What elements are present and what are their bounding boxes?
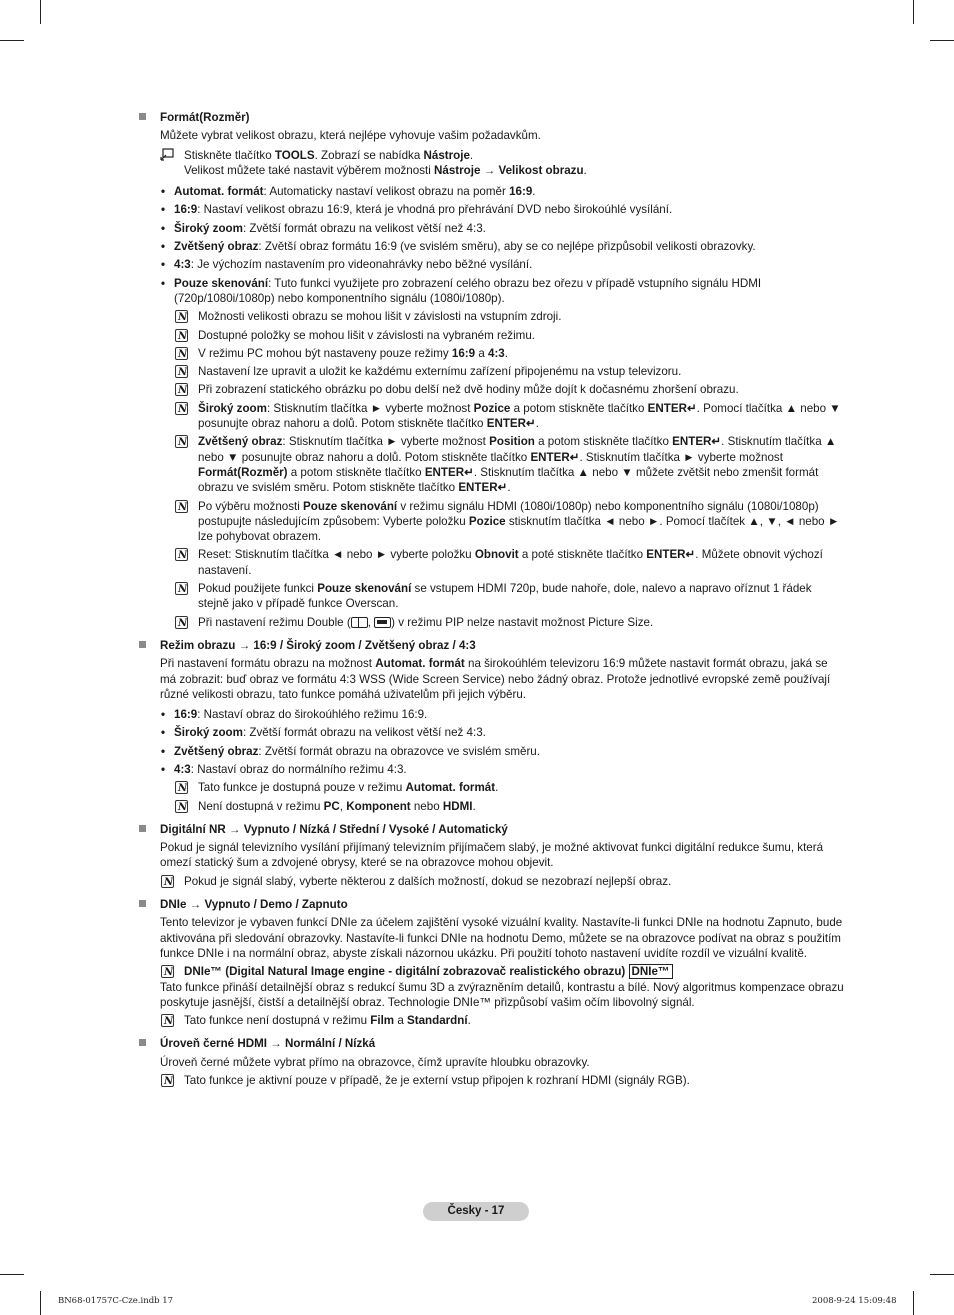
text: . Můžete obnovit výchozí nastavení.	[198, 548, 823, 577]
list-item: • Pouze skenování: Tuto funkci využijete pro zobrazení celého obrazu bez ořezu v případě vstupního signálu HDMI (720p/1080i/1080p) nebo komponentního signálu (1080i/1080p).	[161, 276, 762, 305]
section-title: Digitální NR → Vypnuto / Nízká / Střední / Vysoké / Automatický	[160, 822, 508, 836]
text: : Zvětší formát obrazu na velikost větší než 4:3.	[242, 221, 486, 235]
text: . Stisknutím tlačítka ▲ nebo ▼ můžete zvětšit nebo zmenšit formát obrazu ve svislém směru. Potom stiskněte tlačítko	[198, 465, 819, 495]
note-icon	[175, 365, 188, 378]
note	[174, 581, 844, 612]
list-item: • 16:9: Nastaví velikost obrazu 16:9, která je vhodná pro přehrávání DVD nebo širokoúhlé vysílání.	[161, 203, 673, 217]
note	[174, 499, 844, 545]
text: : Stisknutím tlačítka ► vyberte možnost	[266, 401, 474, 415]
text-bold: DNIe™ (Digital Natural Image engine - digitální zobrazovač realistického obrazu)	[184, 965, 629, 979]
note	[160, 964, 844, 979]
text-bold: 4:3	[488, 346, 505, 360]
text: na širokoúhlém televizoru 16:9 můžete nastavit formát obrazu, jaká se má zobrazit: buď obraz ve formátu 4:3 WSS (Wide Screen Service) nebo žádný obraz. Protože jednotlivé evropské země používají různé velikosti obrazu, tato funkce pomáhá uživatelům při jejich výběru.	[160, 657, 831, 701]
square-bullet-icon	[139, 825, 146, 832]
text: V režimu PC mohou být nastaveny pouze režimy	[198, 346, 452, 360]
text: Velikost můžete také nastavit výběrem možnosti	[184, 163, 435, 177]
term: 16:9	[174, 203, 198, 217]
text: Nastavení lze upravit a uložit ke každému externímu zařízení připojenému na vstup televizoru.	[198, 365, 682, 379]
footer-timestamp: 2008-9-24 15:09:48	[812, 1296, 897, 1306]
text-bold: Pouze skenování	[303, 499, 398, 513]
crop-mark	[40, 1291, 41, 1315]
text: .	[583, 163, 587, 177]
text: .	[504, 346, 508, 360]
note	[174, 401, 844, 432]
list-item: • Automat. formát: Automaticky nastaví velikost obrazu na poměr 16:9.	[161, 185, 536, 199]
note-icon	[175, 582, 188, 595]
note	[174, 328, 844, 343]
section-format	[138, 110, 844, 630]
text: : Zvětší formát obrazu na velikost větší než 4:3.	[242, 726, 486, 740]
section-title: Formát(Rozměr)	[160, 111, 250, 124]
note	[160, 1073, 844, 1088]
text-bold: HDMI	[442, 799, 473, 813]
text: : Zvětší formát obrazu na obrazovce ve svislém směru.	[258, 744, 540, 758]
section-intro: Můžete vybrat velikost obrazu, která nejlépe vyhovuje vašim požadavkům.	[160, 129, 541, 143]
note	[174, 382, 844, 397]
text-bold: Pozice	[468, 514, 506, 528]
square-bullet-icon	[139, 641, 146, 648]
text: . Pomocí tlačítka ▲ nebo ▼ posunujte obraz nahoru a dolů. Potom stiskněte tlačítko	[198, 401, 841, 431]
dnie-logo: DNIe™	[629, 964, 673, 979]
text: .	[507, 481, 511, 495]
section-title: DNIe → Vypnuto / Demo / Zapnuto	[160, 898, 348, 912]
text-bold: 16:9	[451, 346, 476, 360]
text: .	[532, 185, 536, 199]
term: Pouze skenování	[174, 276, 269, 290]
note-icon	[175, 435, 188, 448]
list-item: • 4:3: Nastaví obraz do normálního režimu 4:3.	[161, 762, 407, 776]
text: .	[535, 417, 539, 431]
text: : Tuto funkci využijete pro zobrazení celého obrazu bez ořezu v případě vstupního signálu HDMI (720p/1080i/1080p) nebo komponentního signálu (1080i/1080p).	[174, 276, 762, 305]
text: .	[472, 799, 476, 813]
term: Široký zoom	[174, 726, 243, 740]
crop-mark	[0, 1274, 24, 1275]
note	[160, 874, 844, 889]
text: Tato funkce je dostupná pouze v režimu	[198, 781, 406, 795]
text: .	[467, 1014, 471, 1028]
note-icon	[175, 500, 188, 513]
text-bold: Standardní	[407, 1014, 468, 1028]
note-icon	[175, 548, 188, 561]
text-bold: Velikost obrazu	[498, 163, 584, 177]
text-bold: Automat. formát	[375, 657, 465, 671]
section-intro: Tento televizor je vybaven funkcí DNIe za účelem zajištění vysoké vizuální kvality. Nastavíte-li funkci DNIe na hodnotu Zapnuto, bude aktivována při sledování obrazovky. Nastavíte-li funkci DNIe na hodnotu Demo, můžete se na obrazovce podívat na obraz s použitím funkce DNIe i na normální obraz, abyste získali názornou ukázku. Při použití tohoto nastavení uvidíte rozdíl ve vizuální kvalitě.	[160, 916, 843, 960]
text: ) v režimu PIP nelze nastavit možnost Picture Size.	[391, 615, 654, 629]
crop-mark	[0, 40, 24, 41]
note-icon	[161, 1014, 174, 1027]
term: 16:9	[174, 708, 198, 722]
note-icon	[175, 347, 188, 360]
text-bold: ENTER↵	[486, 417, 536, 431]
note	[174, 547, 844, 578]
crop-mark	[40, 0, 41, 24]
text: nebo	[410, 799, 443, 813]
crop-mark	[913, 1291, 914, 1315]
term: Zvětšený obraz	[174, 240, 259, 254]
text: Není dostupná v režimu	[198, 799, 324, 813]
crop-mark	[930, 40, 954, 41]
text: ,	[339, 799, 347, 813]
note-icon	[175, 383, 188, 396]
text-bold: Film	[370, 1014, 395, 1028]
text: : Je výchozím nastavením pro videonahrávky nebo běžné vysílání.	[190, 258, 533, 272]
note-icon	[161, 1074, 174, 1087]
note	[174, 309, 844, 324]
note-icon	[175, 800, 188, 813]
section-intro	[160, 656, 844, 702]
text: .	[469, 148, 474, 162]
text: : Automaticky nastaví velikost obrazu na poměr	[263, 185, 510, 199]
text-bold: Position	[489, 435, 535, 449]
section-intro: Pokud je signál televizního vysílání přijímaný televizním přijímačem slabý, je možné aktivovat funkci digitální redukce šumu, která omezí statický šum a zdvojené obrysy, které se na obrazovce mohou objevit.	[160, 841, 824, 870]
text: a poté stiskněte tlačítko	[518, 548, 647, 562]
text-bold: Nástroje	[434, 163, 481, 177]
page-number-badge: Česky - 17	[423, 1202, 529, 1221]
crop-mark	[913, 0, 914, 24]
footer-file-info: BN68-01757C-Cze.indb 17	[58, 1296, 174, 1306]
text: . Stisknutím tlačítka ► vyberte možnost	[579, 450, 783, 464]
text-bold: Pouze skenování	[317, 582, 412, 596]
text: : Nastaví obraz do širokoúhlého režimu 16:9.	[197, 708, 428, 722]
text: a potom stiskněte tlačítko	[510, 401, 648, 415]
text: : Nastaví velikost obrazu 16:9, která je vhodná pro přehrávání DVD nebo širokoúhlé vysílání.	[197, 203, 673, 217]
text-bold: Komponent	[346, 799, 411, 813]
text: Pokud je signál slabý, vyberte některou z dalších možností, dokud se nezobrazí nejlepší obraz.	[184, 874, 672, 888]
text: Možnosti velikosti obrazu se mohou lišit v závislosti na vstupním zdroji.	[198, 310, 562, 324]
text-bold: TOOLS	[274, 148, 315, 162]
text: . Zobrazí se nabídka	[314, 148, 424, 162]
note	[174, 346, 844, 361]
text: a potom stiskněte tlačítko	[287, 465, 425, 479]
text: Tato funkce je aktivní pouze v případě, že je externí vstup připojen k rozhraní HDMI (signály RGB).	[184, 1074, 690, 1088]
section-intro: Úroveň černé můžete vybrat přímo na obrazovce, čímž upravíte hloubku obrazovky.	[160, 1055, 590, 1069]
text-bold: ENTER↵	[646, 548, 696, 562]
note-icon	[175, 616, 188, 629]
text: v režimu signálu HDMI (1080i/1080p) nebo komponentního signálu (1080i/1080p) postupujte následujícím způsobem: Vyberte položku	[198, 499, 819, 528]
note	[174, 780, 844, 795]
crop-mark	[930, 1274, 954, 1275]
note-icon	[175, 329, 188, 342]
note	[174, 799, 844, 814]
note	[174, 434, 844, 495]
list-item: • Zvětšený obraz: Zvětší obraz formátu 16:9 (ve svislém směru), aby se co nejlépe přizpůsobil velikosti obrazovky.	[161, 240, 756, 254]
list-item: • Široký zoom: Zvětší formát obrazu na velikost větší než 4:3.	[161, 726, 486, 740]
manual-content	[138, 110, 844, 1088]
text: : Zvětší obraz formátu 16:9 (ve svislém směru), aby se co nejlépe přizpůsobil velikosti obrazovky.	[258, 240, 756, 254]
list-item: • Široký zoom: Zvětší formát obrazu na velikost větší než 4:3.	[161, 221, 486, 235]
text-bold: Obnovit	[474, 548, 519, 562]
section-title: Režim obrazu → 16:9 / Široký zoom / Zvětšený obraz / 4:3	[160, 638, 476, 652]
text-bold: ENTER↵	[672, 435, 722, 449]
text-bold: PC	[323, 799, 340, 813]
note-icon	[175, 402, 188, 415]
tools-tip	[160, 148, 844, 179]
text: Po výběru možnosti	[198, 499, 304, 513]
text: Pokud použijete funkci	[198, 582, 318, 596]
tools-icon	[160, 148, 174, 162]
text: ,	[367, 615, 375, 629]
text: a	[475, 346, 488, 360]
text-bold: ENTER↵	[530, 450, 580, 464]
list-item: • 16:9: Nastaví obraz do širokoúhlého režimu 16:9.	[161, 708, 428, 722]
text: . Stisknutím tlačítka ▲ nebo ▼ posunujte obraz nahoru a dolů. Potom stiskněte tlačítko	[198, 435, 837, 464]
term: 4:3	[174, 762, 191, 776]
text-bold: Nástroje	[423, 148, 470, 162]
text-bold: 16:9	[509, 185, 533, 199]
note-icon	[175, 781, 188, 794]
section-digital-nr	[138, 822, 844, 889]
note-text: Tato funkce přináší detailnější obraz s redukcí šumu 3D a zvýrazněním detailů, kontrastu a bílé. Nový algoritmus kompenzace obrazu poskytuje jasnější, čistší a detailnější obraz. Technologie DNIe™ přizpůsobí vašim očím libovolný signál.	[160, 980, 844, 1009]
text: Při nastavení formátu obrazu na možnost	[160, 657, 376, 671]
text-bold: Pozice	[473, 401, 511, 415]
square-bullet-icon	[139, 1039, 146, 1046]
text-bold: Zvětšený obraz	[198, 435, 283, 449]
term: Široký zoom	[174, 221, 243, 235]
text-bold: ENTER↵	[424, 465, 474, 479]
text: a	[394, 1014, 407, 1028]
pip-screen-icon	[374, 617, 391, 628]
text: stisknutím tlačítka ◄ nebo ►. Pomocí tlačítek ▲, ▼, ◄ nebo ► lze pohybovat obrazem.	[198, 514, 840, 544]
text-bold: ENTER↵	[458, 481, 508, 495]
text-bold: Široký zoom	[198, 401, 267, 415]
text: Při zobrazení statického obrázku po dobu delší než dvě hodiny může dojít k dočasnému zhoršení obrazu.	[198, 383, 739, 397]
section-mode	[138, 638, 844, 814]
text: Dostupné položky se mohou lišit v závislosti na vybraném režimu.	[198, 328, 536, 342]
square-bullet-icon	[139, 900, 146, 907]
text: : Nastaví obraz do normálního režimu 4:3.	[190, 762, 407, 776]
text: Reset: Stisknutím tlačítka ◄ nebo ► vyberte položku	[198, 548, 475, 562]
note	[174, 615, 844, 630]
text: .	[495, 781, 499, 795]
text: Při nastavení režimu Double (	[198, 615, 351, 629]
square-bullet-icon	[139, 113, 146, 120]
text: se vstupem HDMI 720p, bude nahoře, dole, nalevo a napravo oříznut 1 řádek stejně jako v případě funkce Overscan.	[198, 582, 812, 611]
text-bold: ENTER↵	[647, 401, 697, 415]
list-item: • Zvětšený obraz: Zvětší formát obrazu na obrazovce ve svislém směru.	[161, 744, 540, 758]
text: Stiskněte tlačítko	[184, 148, 275, 162]
list-item: • 4:3: Je výchozím nastavením pro videonahrávky nebo běžné vysílání.	[161, 258, 533, 272]
section-dnie	[138, 897, 844, 1028]
term: Automat. formát	[174, 185, 264, 199]
note-icon	[161, 965, 174, 978]
text: Tato funkce není dostupná v režimu	[184, 1014, 371, 1028]
double-screen-icon	[351, 617, 368, 628]
term: 4:3	[174, 258, 191, 272]
note-icon	[161, 875, 174, 888]
text: : Stisknutím tlačítka ► vyberte možnost	[282, 435, 490, 449]
note	[174, 364, 844, 379]
note-icon	[175, 310, 188, 323]
section-hdmi-black-level	[138, 1036, 844, 1088]
section-title: Úroveň černé HDMI → Normální / Nízká	[160, 1037, 376, 1051]
note	[160, 1013, 844, 1028]
text-bold: Automat. formát	[405, 781, 496, 795]
text: a potom stiskněte tlačítko	[534, 435, 673, 449]
term: Zvětšený obraz	[174, 744, 259, 758]
text: →	[480, 163, 499, 177]
text-bold: Formát(Rozměr)	[198, 465, 288, 479]
